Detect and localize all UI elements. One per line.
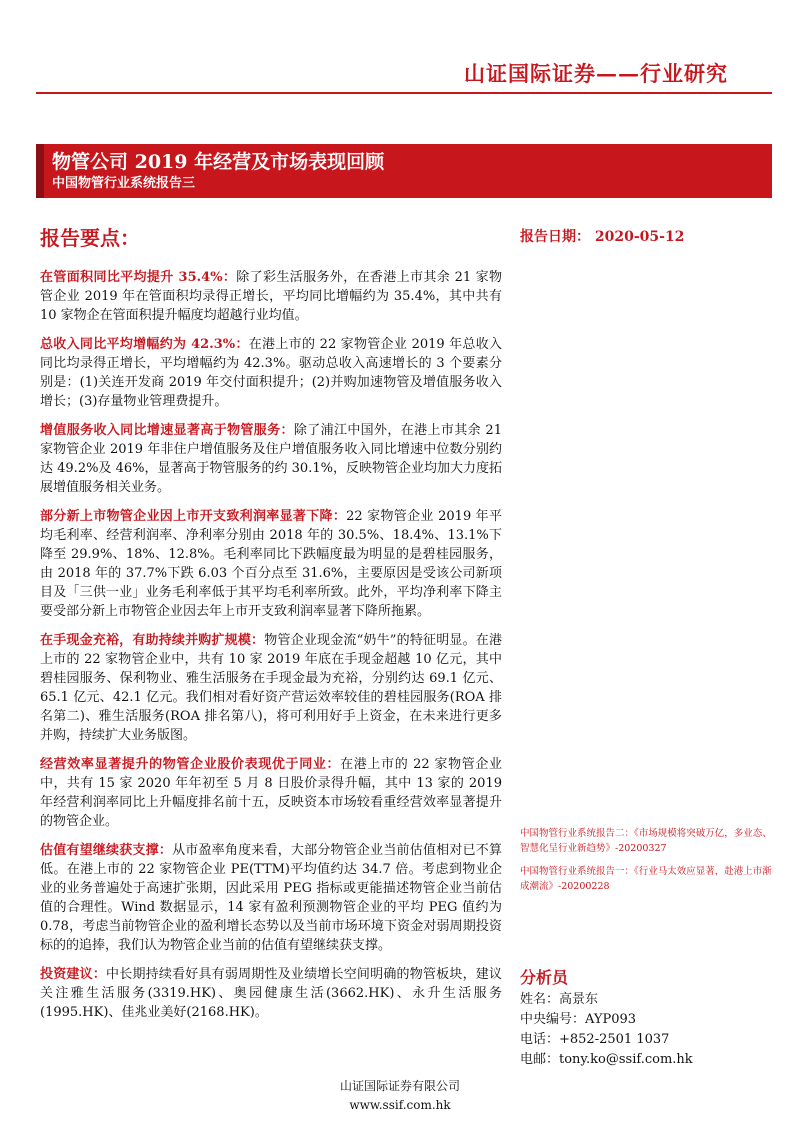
analyst-phone: 电话：+852-2501 1037 [520,1032,670,1047]
key-point-body: 在港上市的 22 家物管企业中，共有 15 家 2020 年年初至 5 月 8 日股价录得升幅，其中 13 家的 2019 年经营利润率同比上升幅度排名前十五，反映资本市场较看重经营效率显著提升的物管企业。 [40,757,502,829]
main-column [40,222,502,1032]
report-title: 物管公司 2019 年经营及市场表现回顾 [52,151,385,173]
related-report-link[interactable]: 中国物管行业系统报告二：《市场规模将突破万亿，多业态、智慧化呈行业新趋势》-20200327 [520,828,772,854]
key-point-highlight: 经营效率显著提升的物管企业股价表现优于同业： [40,757,341,772]
key-point-highlight: 部分新上市物管企业因上市开支致利润率显著下降： [40,509,347,524]
related-reports [520,826,772,902]
key-point-body: 在港上市的 22 家物管企业 2019 年总收入同比均录得正增长，平均增幅约为 42.3%。驱动总收入高速增长的 3 个要素分别是：(1)关连开发商 2019 年交付面积提升；(2)并购加速物管及增值服务收入增长；(3)存量物业管理费提升。 [40,337,503,409]
key-point-highlight: 投资建议： [40,967,107,982]
key-point [40,421,502,497]
key-point-body: 从市盈率角度来看，大部分物管企业当前估值相对已不算低。在港上市的 22 家物管企业 PE(TTM)平均值约达 34.7 倍。考虑到物业企业的业务普遍处于高速扩张期，因此采用 PEG 指标或更能描述物管企业当前估值的合理性。Wind 数据显示，14 家有盈利预测物管企业的平均 PEG 值约为 0.78，考虑当前物管企业的盈利增长态势以及当前市场环境下资金对弱周期投资标的的追捧，我们认为物管企业当前的估值有望继续获支撑。 [40,843,502,953]
key-point [40,965,502,1022]
key-point-highlight: 在手现金充裕，有助持续并购扩规模： [40,633,265,648]
key-point [40,268,502,325]
footer-website[interactable]: www.ssif.com.hk [349,1098,451,1112]
key-point-body: 中长期持续看好具有弱周期性及业绩增长空间明确的物管板块，建议关注雅生活服务(3319.HK)、奥园健康生活(3662.HK)、永升生活服务(1995.HK)、佳兆业美好(2168.HK)。 [40,967,502,1020]
footer-company: 山证国际证券有限公司 [339,1079,460,1093]
brand-header: 山证国际证券——行业研究 [464,61,728,86]
analyst-email[interactable]: 电邮：tony.ko@ssif.com.hk [520,1052,693,1067]
key-point-body: 除了彩生活服务外，在香港上市其余 21 家物管企业 2019 年在管面积均录得正增长，平均同比增幅约为 35.4%，其中共有 10 家物企在管面积提升幅度均超越行业均值。 [40,270,502,323]
section-heading: 报告要点： [40,226,140,250]
report-date: 报告日期： 2020-05-12 [520,229,685,245]
page-footer [0,1077,800,1115]
related-report-link[interactable]: 中国物管行业系统报告一：《行业马太效应显著，赴港上市渐成潮流》-20200228 [520,866,772,892]
key-point-body: 除了浦江中国外，在港上市其余 21 家物管企业 2019 年非住户增值服务及住户增值服务收入同比增速中位数分别约达 49.2%及 46%，显著高于物管服务的约 30.1%，反映物管企业均加大力度拓展增值服务相关业务。 [40,423,502,495]
report-subtitle: 中国物管行业系统报告三 [52,176,196,191]
key-point [40,631,502,745]
key-point-highlight: 在管面积同比平均提升 35.4%： [40,270,237,285]
key-point-highlight: 估值有望继续获支撑： [40,843,173,858]
key-point-body: 物管企业现金流“奶牛”的特征明显。在港上市的 22 家物管企业中，共有 10 家 2019 年底在手现金超越 10 亿元，其中碧桂园服务、保利物业、雅生活服务在手现金最为充裕，分别约达 69.1 亿元、65.1 亿元、42.1 亿元。我们相对看好资产营运效率较佳的碧桂园服务(ROA 排名第二)、雅生活服务(ROA 排名第八)，将可利用好手上资金，在未来进行更多并购，持续扩大业务版图。 [40,633,502,743]
analyst-name: 姓名：高景东 [520,992,599,1007]
key-point-highlight: 增值服务收入同比增速显著高于物管服务： [40,423,294,438]
analyst-title: 分析员 [520,968,569,987]
key-point-highlight: 总收入同比平均增幅约为 42.3%： [40,337,249,352]
key-point-body: 22 家物管企业 2019 年平均毛利率、经营利润率、净利率分别由 2018 年的 30.5%、18.4%、13.1%下降至 29.9%、18%、12.8%。毛利率同比下跌幅度最为明显的是碧桂园服务，由 2018 年的 37.7%下跌 6.03 个百分点至 31.6%，主要原因是受该公司新项目及「三供一业」业务毛利率低于其平均毛利率所致。此外，平均净利率下降主要受部分新上市物管企业因去年上市开支致利润率显著下降所拖累。 [40,509,502,619]
side-column [520,226,772,246]
key-point [40,841,502,955]
key-point [40,335,502,411]
header-divider [36,92,772,94]
key-point [40,507,502,621]
analyst-code: 中央编号：AYP093 [520,1012,637,1027]
title-banner [36,144,772,198]
analyst-block [520,968,772,1070]
key-point [40,755,502,831]
